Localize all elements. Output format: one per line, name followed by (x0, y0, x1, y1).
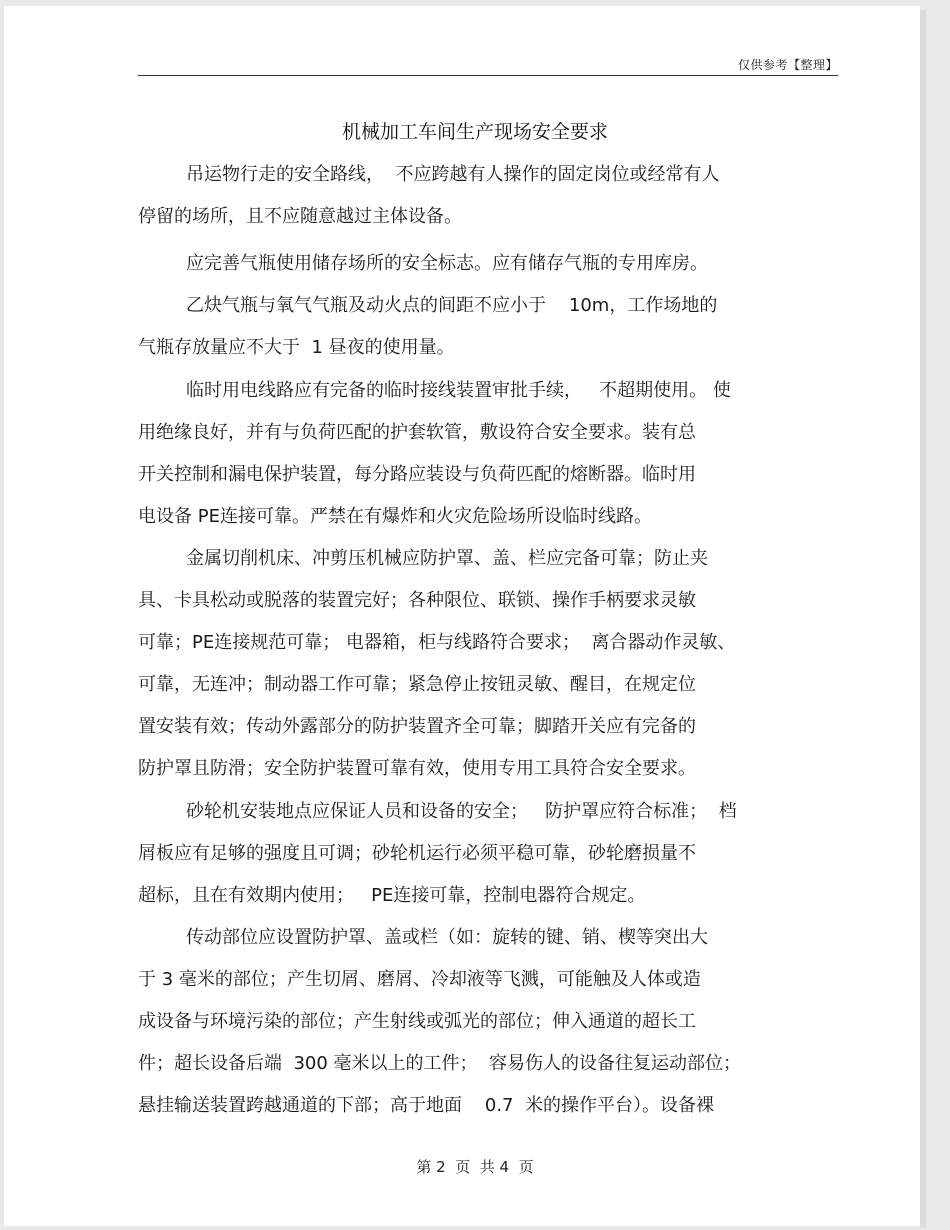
paragraph-line: 用绝缘良好，并有与负荷匹配的护套软管，敷设符合安全要求。装有总 (138, 422, 696, 443)
paragraph-line: 成设备与环境污染的部位；产生射线或弧光的部位；伸入通道的超长工 (138, 1011, 696, 1032)
paragraph-line: 电设备 PE连接可靠。严禁在有爆炸和火灾危险场所设临时线路。 (138, 506, 652, 527)
page-shadow (920, 10, 926, 1228)
header-rule (138, 75, 838, 76)
paragraph-line: 超标，且在有效期内使用； PE连接可靠，控制电器符合规定。 (138, 885, 646, 906)
document-page (4, 6, 920, 1226)
paragraph-line: 可靠，无连冲；制动器工作可靠；紧急停止按钮灵敏、醒目，在规定位 (138, 674, 696, 695)
document-title: 机械加工车间生产现场安全要求 (341, 121, 608, 143)
paragraph-line: 临时用电线路应有完备的临时接线装置审批手续， 不超期使用。 使 (186, 380, 731, 401)
paragraph-line: 乙炔气瓶与氧气气瓶及动火点的间距不应小于 10m，工作场地的 (186, 295, 718, 316)
paragraph-line: 防护罩且防滑；安全防护装置可靠有效，使用专用工具符合安全要求。 (138, 758, 696, 779)
paragraph-line: 于 3 毫米的部位；产生切屑、磨屑、冷却液等飞溅，可能触及人体或造 (138, 969, 701, 990)
paragraph-line: 置安装有效；传动外露部分的防护装置齐全可靠；脚踏开关应有完备的 (138, 716, 696, 737)
paragraph-line: 屑板应有足够的强度且可调；砂轮机运行必须平稳可靠，砂轮磨损量不 (138, 843, 696, 864)
paragraph-line: 吊运物行走的安全路线， 不应跨越有人操作的固定岗位或经常有人 (186, 164, 720, 185)
paragraph-line: 停留的场所，且不应随意越过主体设备。 (138, 206, 462, 227)
paragraph-line: 开关控制和漏电保护装置，每分路应装设与负荷匹配的熔断器。临时用 (138, 464, 696, 485)
paragraph-line: 悬挂输送装置跨越通道的下部；高于地面 0.7 米的操作平台）。设备裸 (138, 1095, 714, 1116)
paragraph-line: 应完善气瓶使用储存场所的安全标志。应有储存气瓶的专用库房。 (186, 253, 708, 274)
paragraph-line: 传动部位应设置防护罩、盖或栏（如：旋转的键、销、楔等突出大 (186, 927, 708, 948)
page-number-footer: 第 2 页 共 4 页 (416, 1158, 534, 1176)
paragraph-line: 气瓶存放量应不大于 1 昼夜的使用量。 (138, 337, 455, 358)
header-note: 仅供参考【整理】 (737, 58, 838, 72)
paragraph-line: 金属切削机床、冲剪压机械应防护罩、盖、栏应完备可靠；防止夹 (186, 548, 708, 569)
paragraph-line: 砂轮机安装地点应保证人员和设备的安全； 防护罩应符合标准； 档 (186, 801, 737, 822)
paragraph-line: 具、卡具松动或脱落的装置完好；各种限位、联锁、操作手柄要求灵敏 (138, 590, 696, 611)
paragraph-line: 可靠；PE连接规范可靠； 电器箱，柜与线路符合要求； 离合器动作灵敏、 (138, 632, 736, 653)
paragraph-line: 件；超长设备后端 300 毫米以上的工件； 容易伤人的设备往复运动部位； (138, 1053, 741, 1074)
